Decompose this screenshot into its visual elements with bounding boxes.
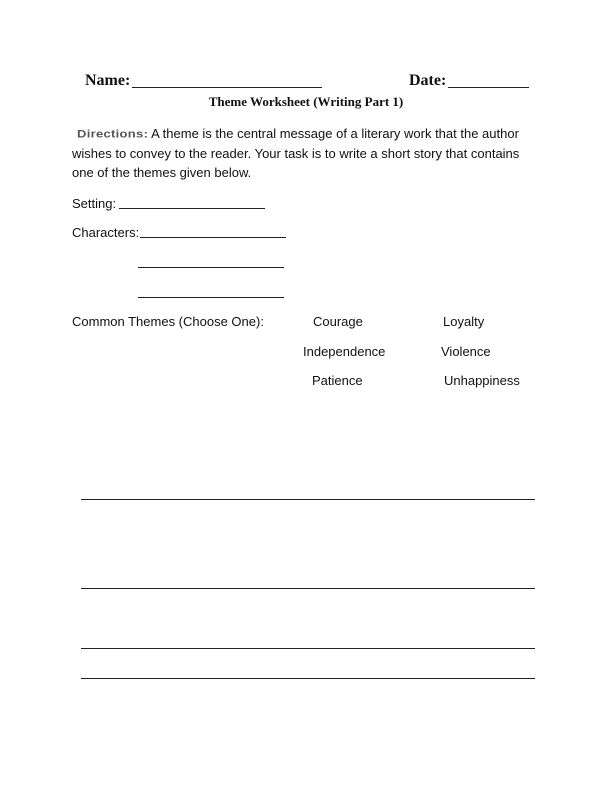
theme-option[interactable]: Unhappiness	[444, 373, 520, 388]
writing-line[interactable]	[81, 678, 535, 679]
theme-option[interactable]: Loyalty	[443, 314, 485, 329]
theme-option[interactable]: Independence	[303, 344, 386, 359]
writing-line[interactable]	[81, 588, 535, 589]
directions-text-2: wishes to convey to the reader. Your task is to write a short story that contains	[72, 146, 520, 161]
themes-label: Common Themes (Choose One):	[72, 314, 264, 329]
characters-input-line-2[interactable]	[138, 267, 284, 268]
characters-label: Characters:	[72, 225, 140, 240]
theme-option[interactable]: Patience	[312, 373, 363, 388]
setting-input-line[interactable]	[119, 208, 265, 209]
setting-label: Setting:	[72, 196, 117, 211]
writing-line[interactable]	[81, 648, 535, 649]
characters-input-line-1[interactable]	[140, 237, 286, 238]
theme-option[interactable]: Violence	[441, 344, 491, 359]
directions-text-3: one of the themes given below.	[72, 165, 252, 180]
name-input-line[interactable]	[132, 87, 322, 88]
characters-input-line-3[interactable]	[138, 297, 284, 298]
worksheet-title: Theme Worksheet (Writing Part 1)	[208, 94, 404, 109]
directions-line-1	[77, 124, 519, 144]
directions-text-1: A theme is the central message of a literary work that the author	[151, 126, 519, 141]
directions-label: Directions:	[77, 127, 149, 140]
name-label: Name:	[85, 72, 131, 89]
theme-option[interactable]: Courage	[313, 314, 363, 329]
date-label: Date:	[409, 72, 447, 89]
date-input-line[interactable]	[448, 87, 529, 88]
writing-line[interactable]	[81, 499, 535, 500]
